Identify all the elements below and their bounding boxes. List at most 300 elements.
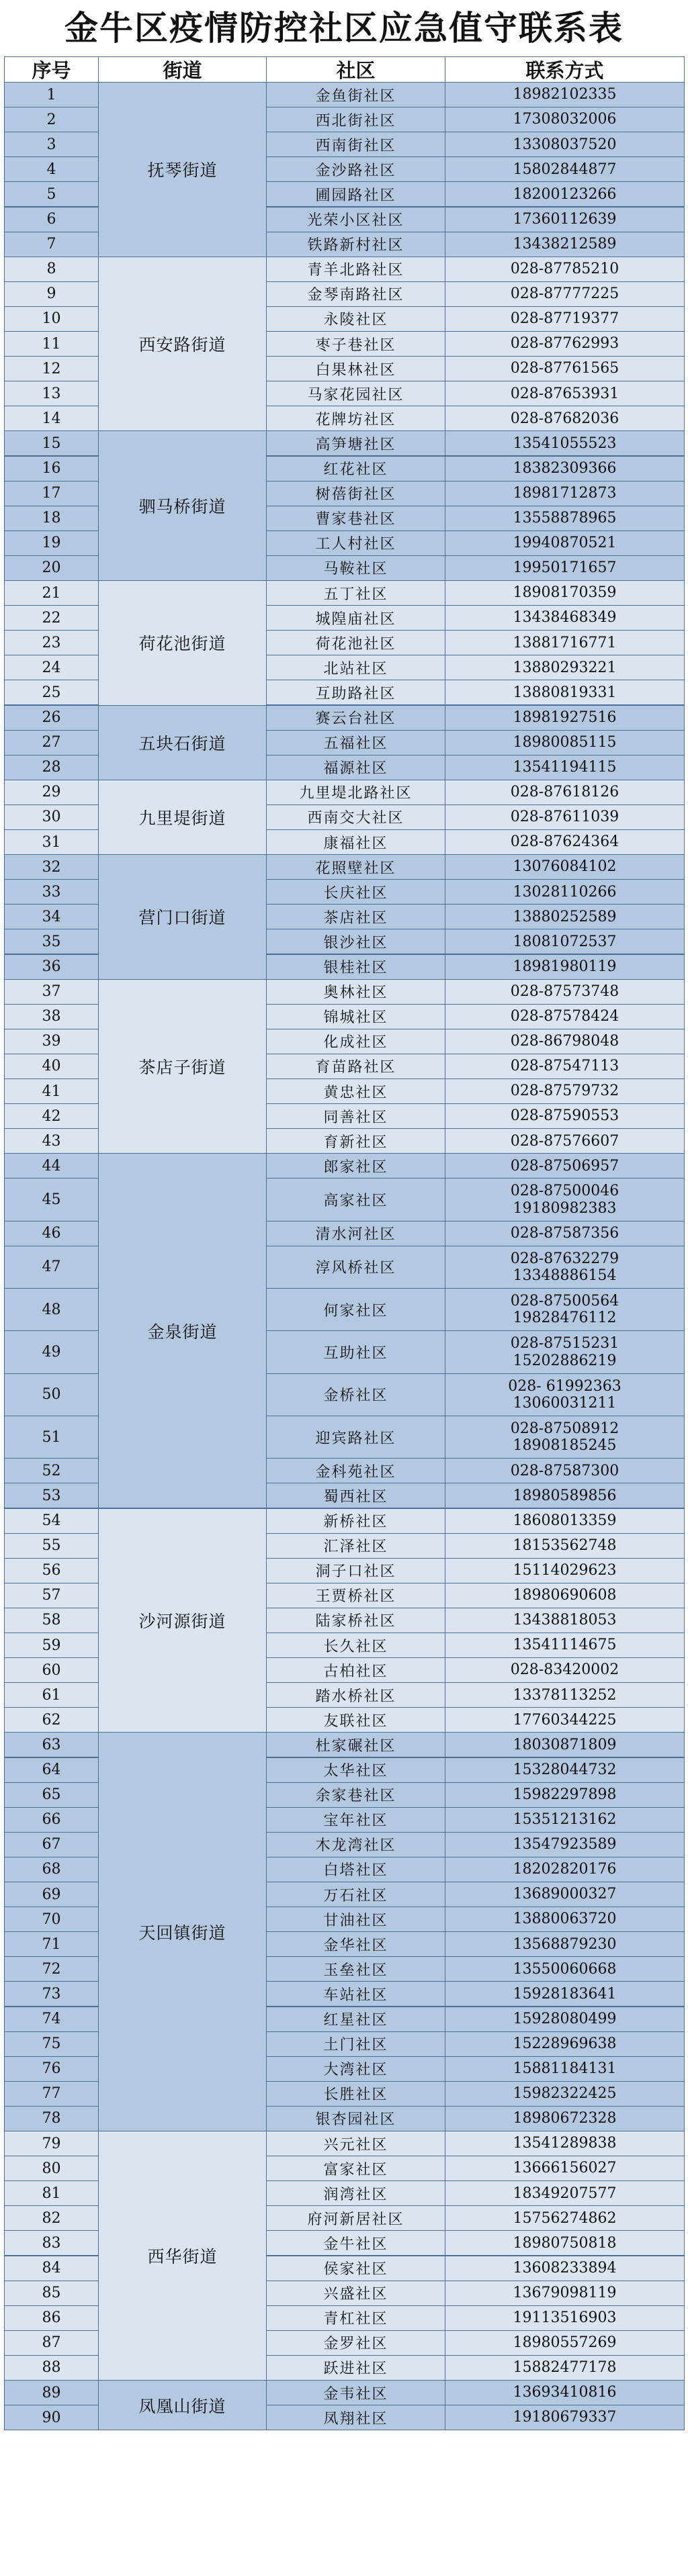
contact-phone bbox=[445, 1416, 685, 1459]
row-index: 82 bbox=[4, 2205, 99, 2231]
phone-number: 028-87762993 bbox=[510, 335, 619, 353]
community-name: 互助社区 bbox=[266, 1330, 445, 1373]
community-name: 青杠社区 bbox=[266, 2305, 445, 2331]
phone-number: 028-87578424 bbox=[510, 1008, 619, 1025]
phone-number: 18908185245 bbox=[513, 1437, 617, 1455]
phone-number: 028-83420002 bbox=[510, 1661, 619, 1679]
community-name: 西北街社区 bbox=[266, 107, 445, 132]
community-name: 木龙湾社区 bbox=[266, 1832, 445, 1857]
phone-number: 13880819331 bbox=[513, 684, 617, 701]
community-name: 育新社区 bbox=[266, 1128, 445, 1154]
contact-phone bbox=[445, 2305, 685, 2331]
community-name: 友联社区 bbox=[266, 1707, 445, 1733]
phone-number: 18982102335 bbox=[513, 86, 617, 103]
row-index: 79 bbox=[4, 2131, 99, 2156]
phone-number: 18981980119 bbox=[513, 958, 617, 975]
contact-phone bbox=[445, 430, 685, 456]
phone-number: 028-87506957 bbox=[510, 1157, 619, 1175]
contact-phone bbox=[445, 232, 685, 257]
street-name: 营门口街道 bbox=[98, 854, 267, 980]
contact-phone bbox=[445, 630, 685, 655]
contact-phone bbox=[445, 2131, 685, 2156]
row-index: 78 bbox=[4, 2106, 99, 2131]
community-name: 北站社区 bbox=[266, 655, 445, 680]
community-name: 铁路新村社区 bbox=[266, 232, 445, 257]
row-index: 8 bbox=[4, 257, 99, 282]
row-index: 25 bbox=[4, 680, 99, 705]
community-name: 同善社区 bbox=[266, 1103, 445, 1129]
street-name: 五块石街道 bbox=[98, 705, 267, 780]
phone-number: 15982322425 bbox=[513, 2085, 617, 2103]
contact-phone bbox=[445, 2180, 685, 2206]
phone-number: 15802844877 bbox=[513, 160, 617, 178]
community-name: 兴元社区 bbox=[266, 2131, 445, 2156]
community-name: 红花社区 bbox=[266, 456, 445, 481]
row-index: 3 bbox=[4, 132, 99, 157]
community-name: 锦城社区 bbox=[266, 1004, 445, 1029]
phone-number: 19180679337 bbox=[513, 2409, 617, 2426]
row-index: 5 bbox=[4, 181, 99, 207]
header-contact: 联系方式 bbox=[445, 56, 685, 83]
row-index: 71 bbox=[4, 1931, 99, 1957]
row-index: 4 bbox=[4, 156, 99, 182]
phone-number: 18202820176 bbox=[513, 1861, 617, 1878]
phone-number: 028-87508912 bbox=[510, 1420, 619, 1437]
row-index: 76 bbox=[4, 2056, 99, 2082]
contact-phone bbox=[445, 2081, 685, 2107]
community-name: 茶店社区 bbox=[266, 904, 445, 929]
phone-number: 13568879230 bbox=[513, 1935, 617, 1953]
phone-number: 13438212589 bbox=[513, 235, 617, 252]
contact-phone bbox=[445, 1682, 685, 1708]
phone-number: 028-87632279 bbox=[510, 1250, 619, 1267]
contact-phone bbox=[445, 1054, 685, 1079]
header-index: 序号 bbox=[4, 56, 99, 83]
community-name: 五福社区 bbox=[266, 730, 445, 755]
row-index: 15 bbox=[4, 430, 99, 456]
community-name: 余家巷社区 bbox=[266, 1782, 445, 1808]
contact-phone bbox=[445, 605, 685, 631]
row-index: 6 bbox=[4, 207, 99, 232]
phone-number: 15228969638 bbox=[513, 2035, 617, 2052]
community-name: 蜀西社区 bbox=[266, 1483, 445, 1508]
header-community: 社区 bbox=[266, 56, 445, 83]
row-index: 80 bbox=[4, 2156, 99, 2181]
community-name: 光荣小区社区 bbox=[266, 207, 445, 232]
community-name: 红星社区 bbox=[266, 2007, 445, 2032]
row-index: 39 bbox=[4, 1029, 99, 1054]
street-name: 抚琴街道 bbox=[98, 82, 267, 257]
row-index: 10 bbox=[4, 306, 99, 332]
phone-number: 18608013359 bbox=[513, 1512, 617, 1529]
phone-number: 028-87682036 bbox=[510, 410, 619, 427]
phone-number: 17308032006 bbox=[513, 111, 617, 128]
community-name: 银沙社区 bbox=[266, 929, 445, 954]
contact-phone bbox=[445, 1707, 685, 1733]
community-name: 枣子巷社区 bbox=[266, 331, 445, 357]
community-name: 跃进社区 bbox=[266, 2355, 445, 2381]
row-index: 40 bbox=[4, 1054, 99, 1079]
community-name: 古柏社区 bbox=[266, 1657, 445, 1683]
phone-number: 18382309366 bbox=[513, 459, 617, 477]
phone-number: 13348886154 bbox=[513, 1267, 617, 1284]
community-name: 长久社区 bbox=[266, 1632, 445, 1658]
contact-phone bbox=[445, 406, 685, 431]
community-name: 曹家巷社区 bbox=[266, 506, 445, 531]
community-name: 郎家社区 bbox=[266, 1153, 445, 1179]
phone-number: 028-87500046 bbox=[510, 1183, 619, 1200]
contact-phone bbox=[445, 1078, 685, 1104]
row-index: 24 bbox=[4, 655, 99, 680]
phone-number: 028-87777225 bbox=[510, 285, 619, 303]
contact-phone bbox=[445, 107, 685, 132]
phone-number: 13547923589 bbox=[513, 1836, 617, 1853]
row-index: 21 bbox=[4, 580, 99, 606]
street-name: 凤凰山街道 bbox=[98, 2380, 267, 2430]
community-name: 康福社区 bbox=[266, 829, 445, 855]
contact-phone bbox=[445, 281, 685, 307]
community-name: 城隍庙社区 bbox=[266, 605, 445, 631]
row-index: 57 bbox=[4, 1583, 99, 1608]
contact-phone bbox=[445, 257, 685, 282]
row-index: 70 bbox=[4, 1906, 99, 1932]
row-index: 53 bbox=[4, 1483, 99, 1508]
row-index: 90 bbox=[4, 2405, 99, 2430]
phone-number: 028-87785210 bbox=[510, 261, 619, 278]
row-index: 83 bbox=[4, 2230, 99, 2256]
phone-number: 15882477178 bbox=[513, 2359, 617, 2377]
contact-phone bbox=[445, 531, 685, 556]
community-name: 西南街社区 bbox=[266, 132, 445, 157]
contact-phone bbox=[445, 2281, 685, 2306]
contact-phone bbox=[445, 1782, 685, 1808]
street-name: 驷马桥街道 bbox=[98, 430, 267, 581]
phone-number: 13308037520 bbox=[513, 136, 617, 153]
phone-number: 028-87576607 bbox=[510, 1132, 619, 1150]
phone-number: 15328044732 bbox=[513, 1761, 617, 1778]
community-name: 太华社区 bbox=[266, 1757, 445, 1783]
row-index: 62 bbox=[4, 1707, 99, 1733]
community-name: 金华社区 bbox=[266, 1931, 445, 1957]
phone-number: 18908170359 bbox=[513, 584, 617, 602]
row-index: 69 bbox=[4, 1882, 99, 1907]
phone-number: 028-87618126 bbox=[510, 784, 619, 801]
community-name: 互助路社区 bbox=[266, 680, 445, 705]
row-index: 52 bbox=[4, 1458, 99, 1483]
row-index: 44 bbox=[4, 1153, 99, 1179]
phone-number: 13666156027 bbox=[513, 2160, 617, 2177]
community-name: 汇泽社区 bbox=[266, 1533, 445, 1559]
phone-number: 028-87515231 bbox=[510, 1335, 619, 1352]
row-index: 11 bbox=[4, 331, 99, 357]
row-index: 22 bbox=[4, 605, 99, 631]
row-index: 33 bbox=[4, 879, 99, 905]
street-name: 九里堤街道 bbox=[98, 780, 267, 855]
phone-number: 15351213162 bbox=[513, 1811, 617, 1829]
community-name: 西南交大社区 bbox=[266, 804, 445, 830]
phone-number: 13880293221 bbox=[513, 659, 617, 676]
contact-phone bbox=[445, 854, 685, 880]
contact-phone bbox=[445, 1882, 685, 1907]
row-index: 19 bbox=[4, 531, 99, 556]
contact-phone bbox=[445, 879, 685, 905]
community-name: 金鱼街社区 bbox=[266, 82, 445, 107]
phone-number: 18981927516 bbox=[513, 708, 617, 726]
row-index: 65 bbox=[4, 1782, 99, 1808]
community-name: 陆家桥社区 bbox=[266, 1608, 445, 1633]
row-index: 81 bbox=[4, 2180, 99, 2206]
community-name: 凤翔社区 bbox=[266, 2405, 445, 2430]
phone-number: 15756274862 bbox=[513, 2209, 617, 2227]
row-index: 45 bbox=[4, 1178, 99, 1221]
community-name: 王贾桥社区 bbox=[266, 1583, 445, 1608]
phone-number: 028- 61992363 bbox=[508, 1377, 621, 1395]
contact-phone bbox=[445, 1508, 685, 1534]
community-name: 花牌坊社区 bbox=[266, 406, 445, 431]
row-index: 50 bbox=[4, 1373, 99, 1416]
contact-phone bbox=[445, 555, 685, 581]
phone-number: 15928183641 bbox=[513, 1985, 617, 2003]
row-index: 12 bbox=[4, 356, 99, 381]
phone-number: 028-87719377 bbox=[510, 310, 619, 328]
community-name: 洞子口社区 bbox=[266, 1558, 445, 1583]
phone-number: 13689000327 bbox=[513, 1886, 617, 1903]
contact-phone bbox=[445, 2007, 685, 2032]
phone-number: 13881716771 bbox=[513, 634, 617, 651]
contact-phone bbox=[445, 1583, 685, 1608]
row-index: 9 bbox=[4, 281, 99, 307]
row-index: 59 bbox=[4, 1632, 99, 1658]
contact-phone bbox=[445, 2106, 685, 2131]
row-index: 31 bbox=[4, 829, 99, 855]
contact-phone bbox=[445, 804, 685, 830]
contact-phone bbox=[445, 2031, 685, 2057]
community-name: 迎宾路社区 bbox=[266, 1416, 445, 1459]
contact-phone bbox=[445, 1906, 685, 1932]
community-name: 杜家碾社区 bbox=[266, 1732, 445, 1757]
community-name: 马家花园社区 bbox=[266, 381, 445, 406]
community-name: 金沙路社区 bbox=[266, 156, 445, 182]
phone-number: 19950171657 bbox=[513, 559, 617, 577]
row-index: 56 bbox=[4, 1558, 99, 1583]
phone-number: 17760344225 bbox=[513, 1711, 617, 1729]
phone-number: 13438818053 bbox=[513, 1612, 617, 1629]
phone-number: 18980690608 bbox=[513, 1587, 617, 1604]
community-name: 兴盛社区 bbox=[266, 2281, 445, 2306]
row-index: 72 bbox=[4, 1956, 99, 1982]
phone-number: 13558878965 bbox=[513, 510, 617, 527]
community-name: 长胜社区 bbox=[266, 2081, 445, 2107]
phone-number: 13076084102 bbox=[513, 858, 617, 876]
row-index: 67 bbox=[4, 1832, 99, 1857]
community-name: 永陵社区 bbox=[266, 306, 445, 332]
phone-number: 17360112639 bbox=[513, 210, 617, 228]
phone-number: 13028110266 bbox=[513, 883, 617, 901]
phone-number: 028-87590553 bbox=[510, 1107, 619, 1125]
phone-number: 028-87587300 bbox=[510, 1462, 619, 1479]
phone-number: 13608233894 bbox=[513, 2259, 617, 2276]
contact-phone bbox=[445, 1373, 685, 1416]
community-name: 踏水桥社区 bbox=[266, 1682, 445, 1708]
phone-number: 15928080499 bbox=[513, 2010, 617, 2027]
row-index: 20 bbox=[4, 555, 99, 581]
contact-phone bbox=[445, 1458, 685, 1483]
row-index: 14 bbox=[4, 406, 99, 431]
row-index: 42 bbox=[4, 1103, 99, 1129]
row-index: 68 bbox=[4, 1857, 99, 1882]
contact-phone bbox=[445, 655, 685, 680]
street-name: 荷花池街道 bbox=[98, 580, 267, 706]
phone-number: 028-87547113 bbox=[510, 1058, 619, 1075]
community-name: 万石社区 bbox=[266, 1882, 445, 1907]
community-name: 金科苑社区 bbox=[266, 1458, 445, 1483]
phone-number: 028-87624364 bbox=[510, 833, 619, 851]
phone-number: 13679098119 bbox=[513, 2284, 617, 2301]
community-name: 玉垒社区 bbox=[266, 1956, 445, 1982]
phone-number: 13438468349 bbox=[513, 609, 617, 627]
row-index: 63 bbox=[4, 1732, 99, 1757]
row-index: 84 bbox=[4, 2256, 99, 2281]
community-name: 何家社区 bbox=[266, 1288, 445, 1331]
community-name: 工人村社区 bbox=[266, 531, 445, 556]
phone-number: 15982297898 bbox=[513, 1786, 617, 1803]
phone-number: 13541114675 bbox=[513, 1637, 617, 1654]
phone-number: 028-86798048 bbox=[510, 1033, 619, 1050]
contact-phone bbox=[445, 1004, 685, 1029]
row-index: 26 bbox=[4, 705, 99, 731]
phone-number: 13880252589 bbox=[513, 908, 617, 925]
row-index: 64 bbox=[4, 1757, 99, 1783]
phone-number: 028-87611039 bbox=[510, 809, 619, 826]
community-name: 银桂社区 bbox=[266, 954, 445, 980]
row-index: 18 bbox=[4, 506, 99, 531]
phone-number: 18030871809 bbox=[513, 1736, 617, 1753]
phone-number: 18200123266 bbox=[513, 185, 617, 203]
row-index: 89 bbox=[4, 2380, 99, 2405]
row-index: 2 bbox=[4, 107, 99, 132]
phone-number: 15114029623 bbox=[513, 1562, 617, 1579]
phone-number: 028-87761565 bbox=[510, 360, 619, 377]
community-name: 银杏园社区 bbox=[266, 2106, 445, 2131]
community-name: 富家社区 bbox=[266, 2156, 445, 2181]
community-name: 高笋塘社区 bbox=[266, 430, 445, 456]
street-name: 沙河源街道 bbox=[98, 1508, 267, 1733]
community-name: 马鞍社区 bbox=[266, 555, 445, 581]
row-index: 30 bbox=[4, 804, 99, 830]
header-street: 街道 bbox=[98, 56, 267, 83]
row-index: 32 bbox=[4, 854, 99, 880]
contact-phone bbox=[445, 705, 685, 731]
community-name: 宝年社区 bbox=[266, 1807, 445, 1833]
community-name: 新桥社区 bbox=[266, 1508, 445, 1534]
contact-phone bbox=[445, 181, 685, 207]
contact-phone bbox=[445, 1029, 685, 1054]
community-name: 白果林社区 bbox=[266, 356, 445, 381]
contact-phone bbox=[445, 1632, 685, 1658]
row-index: 85 bbox=[4, 2281, 99, 2306]
contact-phone bbox=[445, 2355, 685, 2381]
contact-phone bbox=[445, 755, 685, 780]
row-index: 43 bbox=[4, 1128, 99, 1154]
phone-number: 18081072537 bbox=[513, 933, 617, 950]
row-index: 75 bbox=[4, 2031, 99, 2057]
community-name: 圃园路社区 bbox=[266, 181, 445, 207]
contact-phone bbox=[445, 1857, 685, 1882]
contact-phone bbox=[445, 1732, 685, 1757]
row-index: 27 bbox=[4, 730, 99, 755]
row-index: 37 bbox=[4, 979, 99, 1005]
street-name: 西安路街道 bbox=[98, 257, 267, 432]
phone-number: 13378113252 bbox=[513, 1686, 617, 1704]
community-name: 五丁社区 bbox=[266, 580, 445, 606]
row-index: 35 bbox=[4, 929, 99, 954]
community-name: 金桥社区 bbox=[266, 1373, 445, 1416]
contact-phone bbox=[445, 2330, 685, 2356]
contact-phone bbox=[445, 904, 685, 929]
contact-phone bbox=[445, 1221, 685, 1246]
phone-number: 15881184131 bbox=[513, 2060, 617, 2078]
contact-phone bbox=[445, 1608, 685, 1633]
phone-number: 13060031211 bbox=[513, 1394, 617, 1412]
community-name: 九里堤北路社区 bbox=[266, 780, 445, 805]
phone-number: 19828476112 bbox=[513, 1309, 617, 1327]
community-name: 清水河社区 bbox=[266, 1221, 445, 1246]
phone-number: 18981712873 bbox=[513, 484, 617, 502]
community-name: 黄忠社区 bbox=[266, 1078, 445, 1104]
contact-phone bbox=[445, 929, 685, 954]
row-index: 36 bbox=[4, 954, 99, 980]
contact-phone bbox=[445, 2156, 685, 2181]
phone-number: 028-87653931 bbox=[510, 385, 619, 402]
community-name: 金琴南路社区 bbox=[266, 281, 445, 307]
contact-phone bbox=[445, 1128, 685, 1154]
community-name: 车站社区 bbox=[266, 1981, 445, 2007]
contact-phone bbox=[445, 1288, 685, 1331]
phone-number: 13550060668 bbox=[513, 1960, 617, 1978]
row-index: 51 bbox=[4, 1416, 99, 1459]
row-index: 86 bbox=[4, 2305, 99, 2331]
community-name: 土门社区 bbox=[266, 2031, 445, 2057]
phone-number: 13541194115 bbox=[513, 759, 617, 776]
row-index: 77 bbox=[4, 2081, 99, 2107]
community-name: 奥林社区 bbox=[266, 979, 445, 1005]
row-index: 1 bbox=[4, 82, 99, 107]
community-name: 金韦社区 bbox=[266, 2380, 445, 2405]
contact-phone bbox=[445, 2205, 685, 2231]
contact-phone bbox=[445, 2056, 685, 2082]
row-index: 60 bbox=[4, 1657, 99, 1683]
contact-phone bbox=[445, 1981, 685, 2007]
row-index: 38 bbox=[4, 1004, 99, 1029]
community-name: 甘油社区 bbox=[266, 1906, 445, 1932]
contact-phone bbox=[445, 829, 685, 855]
phone-number: 028-87500564 bbox=[510, 1292, 619, 1309]
community-name: 福源社区 bbox=[266, 755, 445, 780]
row-index: 16 bbox=[4, 456, 99, 481]
row-index: 47 bbox=[4, 1246, 99, 1289]
row-index: 17 bbox=[4, 481, 99, 506]
contact-phone bbox=[445, 2380, 685, 2405]
row-index: 87 bbox=[4, 2330, 99, 2356]
contact-phone bbox=[445, 1103, 685, 1129]
phone-number: 18980557269 bbox=[513, 2334, 617, 2352]
row-index: 49 bbox=[4, 1330, 99, 1373]
contact-phone bbox=[445, 1757, 685, 1783]
street-name: 西华街道 bbox=[98, 2131, 267, 2381]
contact-phone bbox=[445, 1330, 685, 1373]
phone-number: 18153562748 bbox=[513, 1536, 617, 1554]
row-index: 55 bbox=[4, 1533, 99, 1559]
